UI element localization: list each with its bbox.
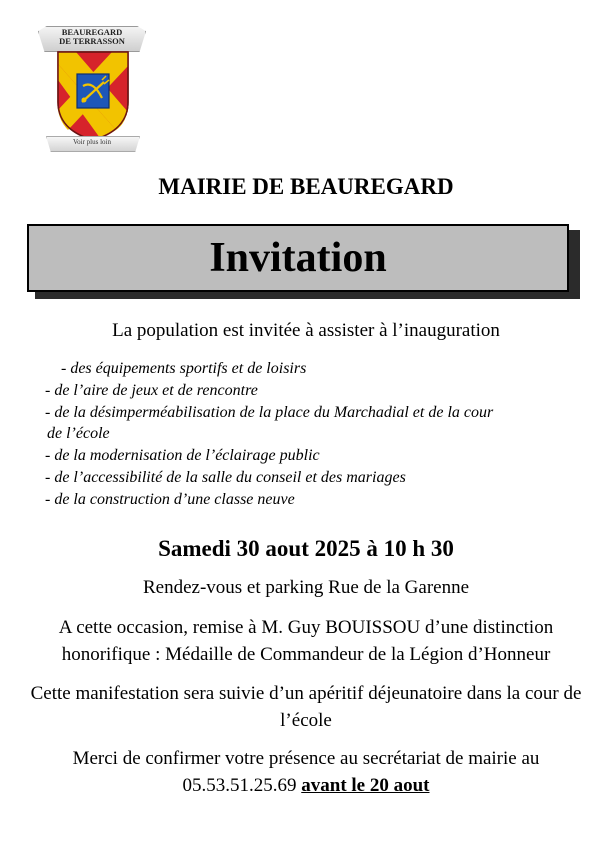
inauguration-list — [45, 358, 590, 511]
logo-motto: Voir plus loin — [73, 138, 111, 146]
confirm-deadline: avant le 20 aout — [301, 775, 430, 796]
aperitif-text: Cette manifestation sera suivie d’un apéritif déjeunatoire dans la cour de l’école — [30, 683, 582, 731]
event-date: Samedi 30 aout 2025 à 10 h 30 — [158, 536, 454, 561]
list-item: - de la modernisation de l’éclairage public — [45, 447, 320, 465]
confirm-paragraph — [30, 745, 582, 799]
invitation-banner — [27, 224, 569, 292]
logo-banner-line1: BEAUREGARD — [61, 27, 123, 37]
distinction-text: A cette occasion, remise à M. Guy BOUISSOU d’une distinction honorifique : Médaille de Commandeur de la Légion d’Honneur — [58, 617, 554, 665]
coat-of-arms-logo — [34, 22, 150, 150]
list-item: - de la désimperméabilisation de la place du Marchadial et de la cour — [45, 403, 494, 421]
rendezvous-text: Rendez-vous et parking Rue de la Garenne — [142, 577, 470, 598]
page-title: MAIRIE DE BEAUREGARD — [158, 174, 454, 199]
invitation-title: Invitation — [209, 235, 387, 281]
list-item: de l’école — [47, 425, 110, 443]
list-item: - des équipements sportifs et de loisirs — [61, 360, 307, 377]
confirm-phone: 05.53.51.25.69 — [182, 775, 297, 796]
confirm-text: Merci de confirmer votre présence au secrétariat de mairie au — [72, 748, 540, 769]
logo-banner-line2: DE TERRASSON — [59, 36, 125, 46]
intro-text: La population est invitée à assister à l’inauguration — [112, 320, 500, 341]
list-item: - de la construction d’une classe neuve — [45, 490, 295, 508]
list-item: - de l’aire de jeux et de rencontre — [45, 381, 258, 399]
list-item: - de l’accessibilité de la salle du conseil et des mariages — [45, 468, 406, 486]
shield-icon — [56, 50, 130, 142]
